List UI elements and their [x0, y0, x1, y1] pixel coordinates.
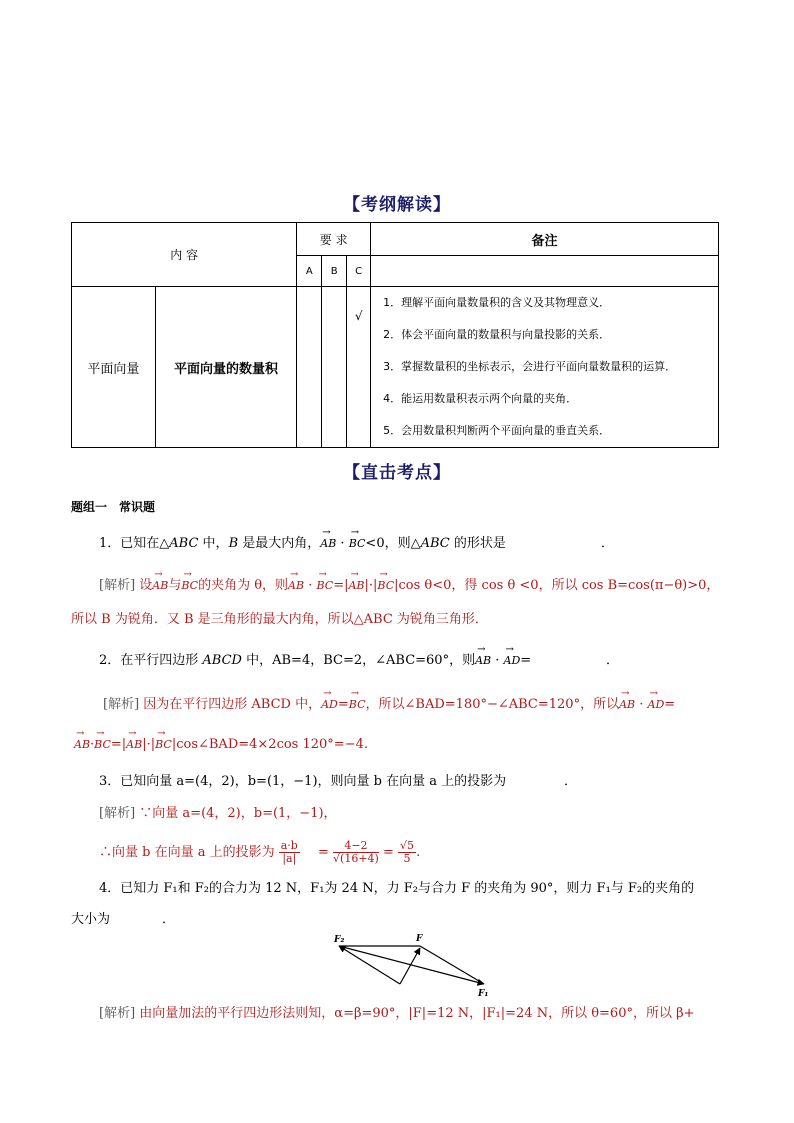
q1-solution-2: 所以 B 为锐角．又 B 是三角形的最大内角，所以△ABC 为锐角三角形． — [71, 612, 488, 627]
label-f: F — [416, 934, 423, 944]
notes-cell — [371, 287, 719, 448]
fraction-result: $\frac{√5}{5}$ — [400, 839, 415, 865]
topic-cell: 平面向量 — [72, 287, 156, 448]
content-header: 内 容 — [72, 223, 297, 287]
q3-stem: 3．已知向量 a=(4，2)，b=(1，−1)，则向量 b 在向量 a 上的投影为 — [99, 774, 507, 789]
a-cell — [297, 287, 322, 448]
points-title: 【直击考点】 — [343, 463, 451, 483]
q4-stem-1: 4．已知力 F₁和 F₂的合力为 12 N，F₁为 24 N，力 F₂与合力 F 的夹角为 90°，则力 F₁与 F₂的夹角的 — [99, 881, 695, 896]
q4-solution: [解析] 由向量加法的平行四边形法则知，α=β=90°，|F|=12 N，|F₁|=24 N，所以 θ=60°，所以 β+ — [99, 1006, 695, 1021]
vector-ab: → AB — [320, 534, 336, 554]
outline-table — [71, 222, 719, 448]
notes-blank — [371, 256, 719, 287]
q2-solution-2: → AB·→ BC=|→ AB|·|→ BC|cos∠BAD=4×2cos 120°=−4. — [74, 735, 368, 755]
q1-end: ． — [601, 536, 615, 551]
force-parallelogram-diagram — [330, 930, 500, 1000]
vector-f2 — [339, 946, 400, 984]
b-cell — [322, 287, 347, 448]
q1-solution: [解析] 设→ AB与→ BC的夹角为 θ，则→ AB · → BC=|→ AB|·|→ BC|cos θ<0，得 cos θ <0，所以 cos B=cos(π−θ)>0， — [99, 576, 719, 596]
q3-solution-1: [解析] ∵向量 a=(4，2)，b=(1，−1)， — [99, 806, 337, 821]
label-f2: F₂ — [334, 935, 345, 945]
fraction-projection: $\frac{a\cdot b}{|a|}$ — [280, 839, 298, 865]
require-header: 要 求 — [297, 223, 371, 256]
edge-right — [420, 946, 484, 984]
outline-title: 【考纲解读】 — [343, 195, 451, 215]
solution-tag: [解析] — [99, 1006, 136, 1021]
note-item: 2．体会平面向量的数量积与向量投影的关系． — [383, 328, 611, 341]
notes-header: 备注 — [371, 223, 719, 256]
solution-tag: [解析] — [103, 697, 140, 712]
group-label: 题组一 常识题 — [71, 500, 156, 514]
check-mark: √ — [347, 287, 371, 448]
q3-end: ． — [564, 774, 578, 789]
label-f1: F₁ — [478, 989, 489, 999]
fraction-compute: $\frac{4-2}{√(16+4)}$ — [333, 839, 379, 865]
q4-stem-2: 大小为 ． — [71, 912, 176, 927]
subtopic-cell: 平面向量的数量积 — [155, 287, 297, 448]
note-item: 1．理解平面向量数量积的含义及其物理意义． — [383, 296, 611, 309]
q2-solution: [解析] 因为在平行四边形 ABCD 中，→ AD=→ BC，所以∠BAD=180°−∠ABC=120°，所以→ AB · → AD= — [103, 695, 675, 715]
vector-f1 — [339, 946, 484, 984]
level-a: A — [297, 256, 322, 287]
note-item: 3．掌握数量积的坐标表示，会进行平面向量数量积的运算． — [383, 360, 677, 373]
q1-stem: 1．已知在△ABC 中，B 是最大内角，→ AB · → BC<0，则△ABC 的形状是 — [99, 534, 506, 554]
q2-stem: 2．在平行四边形 ABCD 中，AB=4，BC=2，∠ABC=60°，则→ AB · → AD= — [99, 651, 531, 671]
solution-tag: [解析] — [99, 806, 136, 821]
level-c: C — [347, 256, 371, 287]
level-b: B — [322, 256, 347, 287]
note-item: 4．能运用数量积表示两个向量的夹角． — [383, 392, 578, 405]
q2-end: ． — [606, 653, 620, 668]
vector-bc: → BC — [349, 534, 366, 554]
solution-tag: [解析] — [99, 578, 136, 593]
note-item: 5．会用数量积判断两个平面向量的垂直关系． — [383, 424, 611, 437]
q3-solution-2: ∴向量 b 在向量 a 上的投影为 $\frac{a\cdot b}{|a|}$ = $\frac{4-2}{√(16+4)}$ = $\frac{√5}{5}$ . — [99, 839, 421, 865]
